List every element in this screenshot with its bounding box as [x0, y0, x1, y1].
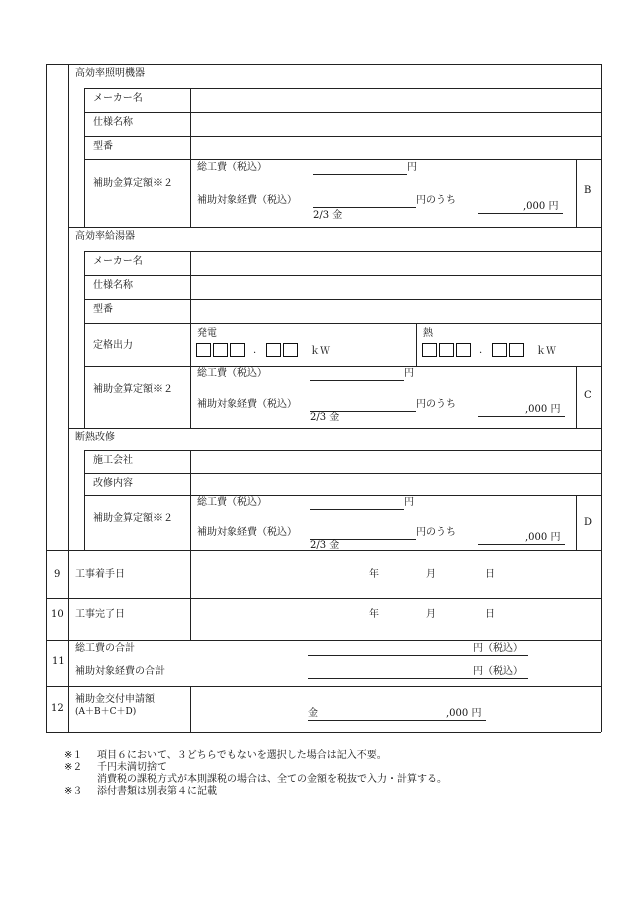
application-amount-label: 補助金交付申請額 — [75, 694, 155, 705]
heat-kw-unit: ｋＷ — [536, 346, 556, 357]
table-border — [84, 450, 85, 550]
eligible-cost-sum-input[interactable] — [308, 678, 528, 679]
insulation-yen: 円 — [404, 497, 414, 508]
end-date-year: 年 — [369, 609, 379, 620]
row-9-number: 9 — [54, 569, 61, 580]
lighting-subsidy-input[interactable] — [478, 213, 563, 214]
start-date-year: 年 — [369, 569, 379, 580]
table-border — [84, 159, 601, 160]
table-border — [576, 366, 577, 428]
start-date-input[interactable] — [191, 551, 600, 597]
note-3-text: 添付書類は別表第４に記載 — [97, 786, 217, 797]
insulation-two-thirds: 2/3 金 — [310, 540, 340, 551]
lighting-code: B — [584, 185, 592, 196]
water-heater-yen: 円 — [404, 368, 414, 379]
heat-digit-box[interactable] — [456, 343, 471, 357]
note-2-mark: ※２ — [64, 762, 83, 773]
table-border — [46, 64, 601, 65]
lighting-thousand-yen: ,000 円 — [523, 201, 559, 212]
water-heater-maker-label: メーカー名 — [93, 256, 143, 267]
lighting-maker-label: メーカー名 — [93, 93, 143, 104]
table-border — [576, 159, 577, 227]
water-heater-maker-input[interactable] — [191, 252, 600, 274]
lighting-total-cost-label: 総工費（税込） — [197, 162, 267, 173]
insulation-title: 断熱改修 — [75, 432, 115, 443]
application-amount-kin: 金 — [308, 708, 318, 719]
table-border — [46, 550, 47, 732]
lighting-subsidy-label: 補助金算定額※２ — [93, 178, 173, 189]
row-10-number: 10 — [51, 609, 64, 620]
lighting-of-which: 円のうち — [416, 195, 456, 206]
heat-label: 熱 — [423, 328, 433, 339]
lighting-title: 高効率照明機器 — [75, 68, 145, 79]
heat-decimal-box[interactable] — [509, 343, 524, 357]
insulation-subsidy-label: 補助金算定額※２ — [93, 513, 173, 524]
table-border — [416, 323, 417, 366]
insulation-subsidy-input[interactable] — [478, 544, 565, 545]
water-heater-of-which: 円のうち — [416, 399, 456, 410]
row-11-number: 11 — [52, 656, 65, 667]
table-border — [46, 64, 47, 550]
table-border — [601, 64, 602, 732]
power-decimal-box[interactable] — [266, 343, 281, 357]
water-heater-total-cost-input[interactable] — [310, 380, 404, 381]
lighting-two-thirds: 2/3 金 — [313, 210, 343, 221]
eligible-cost-sum-label: 補助対象経費の合計 — [75, 666, 165, 677]
table-border — [68, 428, 601, 429]
insulation-total-cost-label: 総工費（税込） — [197, 497, 267, 508]
start-date-month: 月 — [426, 569, 436, 580]
power-digit-box[interactable] — [196, 343, 211, 357]
water-heater-subsidy-input[interactable] — [478, 416, 565, 417]
heat-decimal-point: . — [479, 345, 483, 356]
insulation-code: D — [584, 517, 593, 528]
end-date-month: 月 — [426, 609, 436, 620]
power-decimal-point: . — [253, 345, 257, 356]
start-date-label: 工事着手日 — [75, 569, 125, 580]
total-cost-sum-input[interactable] — [308, 655, 528, 656]
water-heater-thousand-yen: ,000 円 — [525, 404, 561, 415]
heat-digit-box[interactable] — [422, 343, 437, 357]
insulation-eligible-label: 補助対象経費（税込） — [197, 527, 297, 538]
total-cost-sum-label: 総工費の合計 — [75, 643, 135, 654]
eligible-cost-sum-suffix: 円（税込） — [473, 666, 523, 677]
application-amount-unit: ,000 円 — [446, 708, 482, 719]
lighting-maker-input[interactable] — [191, 89, 600, 111]
lighting-spec-input[interactable] — [191, 113, 600, 135]
table-border — [68, 227, 601, 228]
lighting-total-cost-input[interactable] — [313, 174, 407, 175]
row-12-number: 12 — [51, 703, 64, 714]
water-heater-title: 高効率給湯器 — [75, 231, 135, 242]
note-2-text-cont: 消費税の課税方式が本則課税の場合は、全ての金額を税抜で入力・計算する。 — [97, 774, 447, 785]
lighting-eligible-input[interactable] — [313, 207, 416, 208]
power-kw-unit: ｋＷ — [310, 346, 330, 357]
heat-decimal-box[interactable] — [492, 343, 507, 357]
lighting-eligible-label: 補助対象経費（税込） — [197, 195, 297, 206]
total-cost-sum-suffix: 円（税込） — [473, 643, 523, 654]
table-border — [84, 323, 601, 324]
application-amount-formula: (A＋B＋C＋D) — [75, 707, 137, 717]
power-digit-box[interactable] — [230, 343, 245, 357]
table-border — [68, 550, 69, 732]
insulation-content-label: 改修内容 — [93, 478, 133, 489]
insulation-content-input[interactable] — [191, 474, 600, 495]
lighting-model-label: 型番 — [93, 141, 113, 152]
table-border — [46, 686, 601, 687]
end-date-day: 日 — [485, 609, 495, 620]
end-date-input[interactable] — [191, 599, 600, 639]
water-heater-model-input[interactable] — [191, 300, 600, 322]
water-heater-rated-output-label: 定格出力 — [93, 340, 133, 351]
lighting-model-input[interactable] — [191, 137, 600, 159]
table-border — [84, 495, 601, 496]
table-border — [84, 88, 85, 227]
lighting-yen: 円 — [407, 162, 417, 173]
water-heater-spec-label: 仕様名称 — [93, 280, 133, 291]
table-border — [68, 64, 69, 550]
table-border — [84, 251, 85, 428]
insulation-contractor-input[interactable] — [191, 451, 600, 473]
lighting-spec-label: 仕様名称 — [93, 117, 133, 128]
power-decimal-box[interactable] — [283, 343, 298, 357]
water-heater-code: C — [584, 390, 592, 401]
water-heater-subsidy-label: 補助金算定額※２ — [93, 384, 173, 395]
table-border — [190, 686, 191, 732]
power-label: 発電 — [197, 328, 217, 339]
table-border — [576, 495, 577, 550]
insulation-total-cost-input[interactable] — [310, 509, 404, 510]
insulation-contractor-label: 施工会社 — [93, 455, 133, 466]
insulation-thousand-yen: ,000 円 — [525, 532, 561, 543]
power-digit-box[interactable] — [213, 343, 228, 357]
table-border — [84, 366, 601, 367]
note-1-mark: ※１ — [64, 750, 83, 761]
note-2-text: 千円未満切捨て — [97, 762, 167, 773]
water-heater-total-cost-label: 総工費（税込） — [197, 368, 267, 379]
water-heater-two-thirds: 2/3 金 — [310, 412, 340, 423]
water-heater-model-label: 型番 — [93, 304, 113, 315]
end-date-label: 工事完了日 — [75, 609, 125, 620]
heat-digit-box[interactable] — [439, 343, 454, 357]
start-date-day: 日 — [485, 569, 495, 580]
note-1-text: 項目６において、３どちらでもないを選択した場合は記入不要。 — [97, 750, 387, 761]
insulation-of-which: 円のうち — [416, 527, 456, 538]
water-heater-spec-input[interactable] — [191, 276, 600, 298]
water-heater-eligible-label: 補助対象経費（税込） — [197, 399, 297, 410]
application-amount-input[interactable] — [308, 720, 486, 721]
note-3-mark: ※３ — [64, 786, 83, 797]
table-border — [46, 732, 601, 733]
table-border — [46, 640, 601, 641]
